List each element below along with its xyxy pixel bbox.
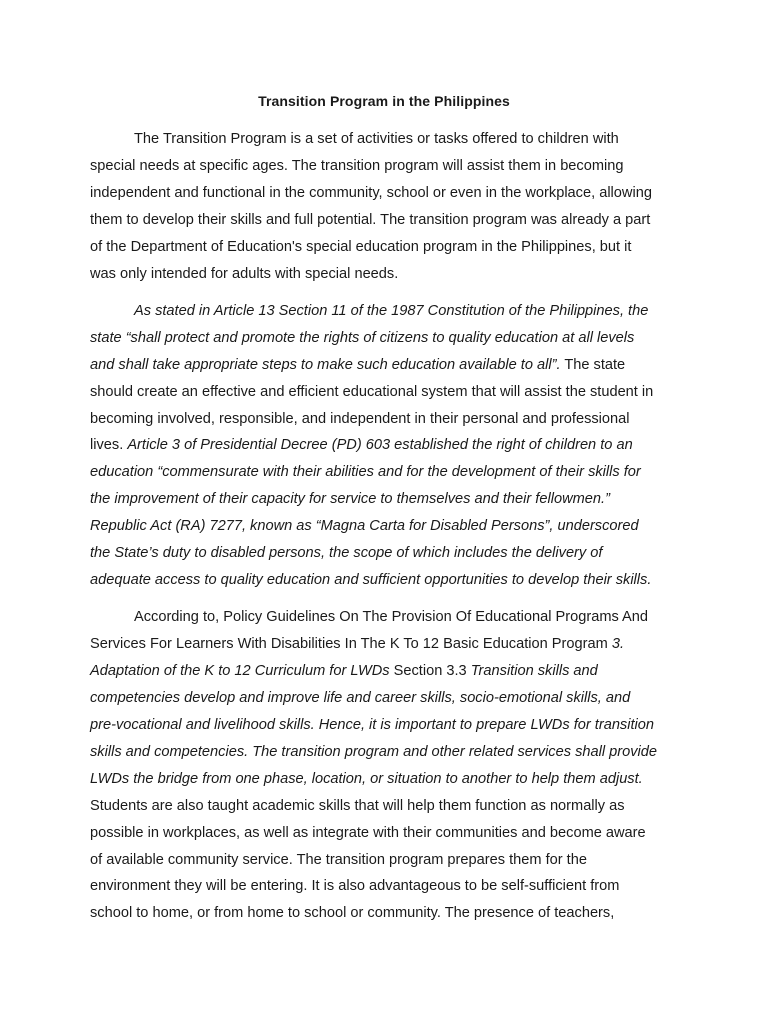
text-line [90, 540, 680, 567]
text-line [90, 486, 680, 513]
text-line [90, 847, 680, 874]
italic-text: education “commensurate with their abilities and for the development of their skills for [90, 464, 641, 481]
text-run: possible in workplaces, as well as integrate with their communities and become aware [90, 824, 646, 841]
text-run: them to develop their skills and full potential. The transition program was already a part [90, 211, 651, 228]
text-line [90, 432, 680, 459]
text-line [90, 820, 680, 847]
text-run: According to, Policy Guidelines On The Provision Of Educational Programs And [134, 609, 649, 626]
text-run: special needs at specific ages. The transition program will assist them in becoming [90, 157, 624, 174]
text-run: Services For Learners With Disabilities In The K To 12 Basic Education Program [90, 636, 612, 653]
text-line [90, 234, 680, 261]
italic-text: pre-vocational and livelihood skills. Hence, it is important to prepare LWDs for transition [90, 717, 655, 734]
text-run: The state [560, 356, 626, 373]
italic-text: state “shall protect and promote the rights of citizens to quality education at all levels [90, 329, 635, 346]
paragraph-3 [90, 604, 680, 927]
text-line [90, 900, 680, 927]
text-line [90, 298, 680, 325]
text-line [90, 406, 680, 433]
text-run: Students are also taught academic skills that will help them function as normally as [90, 797, 625, 814]
text-line [90, 207, 680, 234]
paragraph-2 [90, 298, 680, 594]
text-run: was only intended for adults with special needs. [90, 265, 399, 282]
text-run: The Transition Program is a set of activities or tasks offered to children with [134, 131, 619, 147]
paragraph-1 [90, 126, 680, 287]
text-line [90, 658, 680, 685]
text-run: of the Department of Education's special education program in the Philippines, but it [90, 238, 632, 255]
text-line [90, 379, 680, 406]
italic-text: the improvement of their capacity for service to themselves and their fellowmen.” [90, 491, 610, 508]
text-line [90, 712, 680, 739]
text-line [90, 459, 680, 486]
text-line [90, 261, 680, 288]
italic-text: Article 3 of Presidential Decree (PD) 603 established the right of children to an [127, 437, 633, 454]
text-line [90, 567, 680, 594]
italic-text: adequate access to quality education and sufficient opportunities to develop their skills. [90, 572, 652, 588]
italic-text: and shall take appropriate steps to make such education available to all”. [90, 356, 561, 373]
italic-text: Adaptation of the K to 12 Curriculum for LWDs [90, 663, 390, 680]
text-line [90, 739, 680, 766]
italic-text: Republic Act (RA) 7277, known as “Magna Carta for Disabled Persons”, underscored [90, 518, 639, 535]
document-title: Transition Program in the Philippines [258, 93, 510, 109]
italic-text: competencies develop and improve life and career skills, socio-emotional skills, and [90, 690, 631, 707]
text-run: Section 3.3 [389, 663, 471, 680]
text-line [90, 873, 680, 900]
text-line [90, 793, 680, 820]
italic-text: 3. [611, 636, 624, 653]
text-line [90, 631, 680, 658]
text-line [90, 766, 680, 793]
text-line [90, 153, 680, 180]
text-run: independent and functional in the community, school or even in the workplace, allowing [90, 184, 652, 201]
italic-text: Transition skills and [470, 663, 598, 680]
italic-text: LWDs the bridge from one phase, location, or situation to another to help them adjust. [90, 770, 643, 787]
text-line [90, 325, 680, 352]
text-line [90, 685, 680, 712]
text-line [90, 180, 680, 207]
text-line [90, 126, 680, 153]
italic-text: As stated in Article 13 Section 11 of the 1987 Constitution of the Philippines, the [134, 302, 649, 319]
text-run: of available community service. The transition program prepares them for the [90, 851, 587, 868]
text-line [90, 604, 680, 631]
text-run: lives. [90, 437, 128, 454]
text-run: should create an effective and efficient educational system that will assist the student in [90, 383, 654, 400]
italic-text: the State’s duty to disabled persons, the scope of which includes the delivery of [90, 545, 603, 562]
text-line [90, 352, 680, 379]
text-line [90, 513, 680, 540]
italic-text: skills and competencies. The transition program and other related services shall provide [90, 743, 658, 760]
document-body [90, 126, 680, 938]
text-run: school to home, or from home to school or community. The presence of teachers, [90, 905, 615, 922]
text-run: environment they will be entering. It is also advantageous to be self-sufficient from [90, 878, 620, 895]
text-run: becoming involved, responsible, and independent in their personal and professional [90, 410, 630, 427]
